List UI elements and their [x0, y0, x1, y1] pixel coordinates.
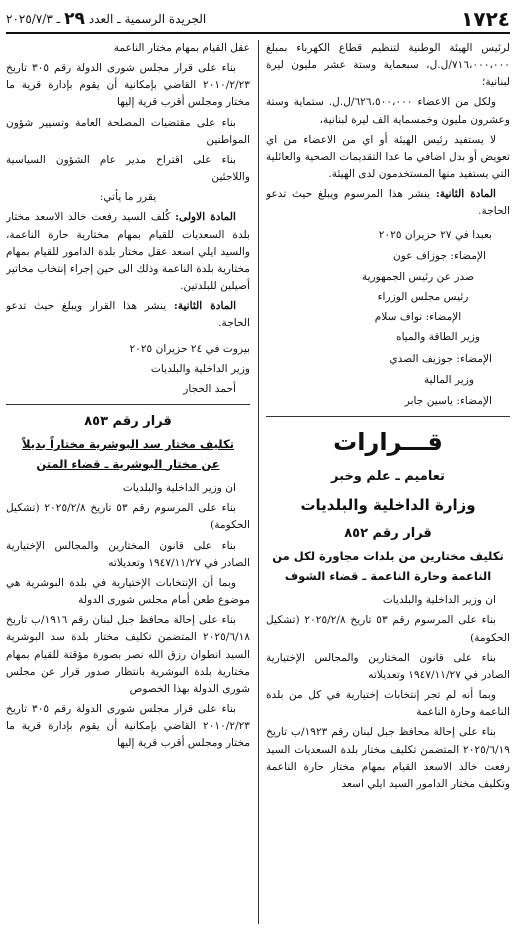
signature-finance: الإمضاء: ياسين جابر [404, 394, 492, 407]
recital-governor: بناء على إحالة محافظ جبل لبنان رقم ١٩١٦/ب تاريخ ٢٠٢٥/٦/١٨ المتضمن تكليف مختار بلدة سد البوشرية السيد انطوان رزق الله نصر بصورة مؤقتة للقيام بمهام مختارية بلدة البوشرية بانتظار صدور قرار عن مجلس شورى الدولة بهذا الخصوص [6, 614, 250, 695]
signature-pm: الإمضاء: نواف سلام [374, 311, 462, 324]
recital-council: بناء على قرار مجلس شورى الدولة رقم ٣٠٥ تاريخ ٢٠١٠/٢/٢٣ القاضي بإمكانية أن يقوم بإدارة قرية ما مختار ومجلس أقرب قرية إليها [6, 62, 250, 109]
recital-governor: بناء على إحالة محافظ جبل لبنان رقم ١٩٢٣/ب تاريخ ٢٠٢٥/٦/١٩ المتضمن تكليف مختار بلدة السعديات السيد رفعت خالد الاسعد القيام بمهام مختار حارة الناعمة وتكليف مختار الدامور السيد ايلي اسعد [266, 726, 510, 790]
issue-place-date: بيروت في ٢٤ حزيران ٢٠٢٥ [129, 342, 250, 355]
continued-text: عقل القيام بمهام مختار الناعمة [113, 42, 250, 54]
decision-title [266, 547, 510, 586]
recital-law: بناء على قانون المختارين والمجالس الإختيارية الصادر في ١٩٤٧/١١/٢٧ وتعديلاته [266, 651, 510, 681]
article-label: المادة الثانية: [435, 188, 496, 201]
article-text: كُلف السيد رفعت خالد الاسعد مختار بلدة السعديات للقيام بمهام مختارية حارة الناعمة، والسيد ايلي اسعد عقل مختار بلدة الدامور للقيام بمهام مختارية بلدة الناعمة وذلك الى حين إجراء إنتخاب مخاتير أصيلين للبلدتين. [6, 211, 250, 293]
article-2-decree [266, 186, 510, 220]
issue-date: ـ ٢٠٢٥/٧/٣ [6, 12, 61, 26]
salary-chair: لرئيس الهيئة الوطنية لتنظيم قطاع الكهرباء بمبلغ ٧١٦،٠٠٠،٠٠٠/ل.ل، سبعماية وستة عشر مليون ليرة لبنانية؛ [266, 42, 510, 89]
right-column [266, 40, 510, 928]
recital-proposal: بناء على اقتراح مدير عام الشؤون السياسية واللاجئين [6, 153, 250, 184]
recital-appeal: وبما أن الإنتخابات الإختيارية في بلدة البوشرية هي موضوع طعن أمام مجلس شورى الدولة [6, 576, 250, 607]
decision-number: قرار رقم ٨٥٣ [84, 413, 172, 429]
minister-name: أحمد الحجار [183, 382, 236, 395]
ministry-title: وزارة الداخلية والبلديات [300, 495, 476, 514]
no-compensation: لا يستفيد رئيس الهيئة أو اي من الاعضاء من اي تعويض أو بدل اضافي ما عدا التقديمات الصحية والعائلية التي يستفيد منها المستخدمون لدى الهيئة. [266, 133, 510, 181]
minister-title: وزير الداخلية والبلديات [150, 362, 250, 375]
gazette-title: الجريدة الرسمية ـ العدد [88, 12, 207, 26]
section-divider [6, 404, 250, 405]
left-column [6, 40, 250, 928]
article-1 [6, 209, 250, 295]
article-text: ينشر هذا المرسوم ويبلغ حيث تدعو الحاجة. [266, 188, 510, 218]
recital-public-interest: بناء على مقتضيات المصلحة العامة وتسيير شؤون المواطنين [6, 116, 250, 146]
decision-title-line: تكليف مختار سد البوشرية مختاراً بديلاً [21, 437, 234, 452]
signature-president: الإمضاء: جوزاف عون [393, 249, 486, 262]
header-info [6, 9, 206, 29]
recital-decree: بناء على المرسوم رقم ٥٣ تاريخ ٢٠٢٥/٢/٨ (تشكيل الحكومة) [266, 614, 510, 644]
article-text: ينشر هذا القرار ويبلغ حيث تدعو الحاجة. [6, 300, 250, 330]
article-2 [6, 298, 250, 332]
recital-council: بناء على قرار مجلس شورى الدولة رقم ٣٠٥ تاريخ ٢٠١٠/٢/٢٣ القاضي بإمكانية أن يقوم بإدارة قرية ما مختار ومجلس أقرب قرية إليها [6, 702, 250, 750]
signature-energy: الإمضاء: جوزيف الصدي [389, 352, 492, 365]
page-number: ١٧٢٤ [461, 7, 510, 31]
recital-law: بناء على قانون المختارين والمجالس الإختيارية الصادر في ١٩٤٧/١١/٢٧ وتعديلاته [6, 539, 250, 569]
finance-minister-title: وزير المالية [423, 373, 474, 386]
article-label: المادة الاولى: [175, 211, 236, 224]
recital-decree: بناء على المرسوم رقم ٥٣ تاريخ ٢٠٢٥/٢/٨ (تشكيل الحكومة) [6, 502, 250, 532]
column-divider [258, 40, 259, 924]
section-title: قـــرارات [333, 427, 443, 456]
decision-title-line: تكليف مختارين من بلدات مجاورة لكل من [272, 549, 504, 564]
decision-title-line: عن مختار البوشرية ـ قضاء المتن [36, 456, 220, 471]
energy-minister-title: وزير الطاقة والمياه [396, 331, 480, 344]
recital-no-elections: وبما أنه لم تجر إنتخابات إختيارية في كل من بلدة الناعمة وحارة الناعمة [266, 689, 510, 719]
section-divider [266, 416, 510, 417]
salary-members: ولكل من الاعضاء ٦٢٦،٥٠٠،٠٠٠/ل.ل. ستماية وستة وعشرون مليون وخمسماية الف ليرة لبنانية، [266, 96, 510, 126]
decides-heading: يقرر ما يأتي: [99, 191, 157, 204]
minister-intro: ان وزير الداخلية والبلديات [122, 482, 236, 495]
article-label: المادة الثانية: [173, 300, 237, 313]
decision-title-line: الناعمة وحارة الناعمة ـ قضاء الشوف [284, 568, 492, 583]
minister-intro: ان وزير الداخلية والبلديات [382, 594, 496, 607]
issue-place-date: بعبدا في ٢٧ حزيران ٢٠٢٥ [378, 228, 492, 241]
page-header [6, 6, 510, 34]
prime-minister-title: رئيس مجلس الوزراء [377, 291, 469, 304]
decision-title [6, 435, 250, 474]
issued-by: صدر عن رئيس الجمهورية [361, 270, 475, 283]
decision-number: قرار رقم ٨٥٢ [344, 526, 432, 542]
section-subtitle: تعاميم ـ علم وخبر [331, 468, 445, 484]
issue-number: ٢٩ [64, 9, 85, 29]
